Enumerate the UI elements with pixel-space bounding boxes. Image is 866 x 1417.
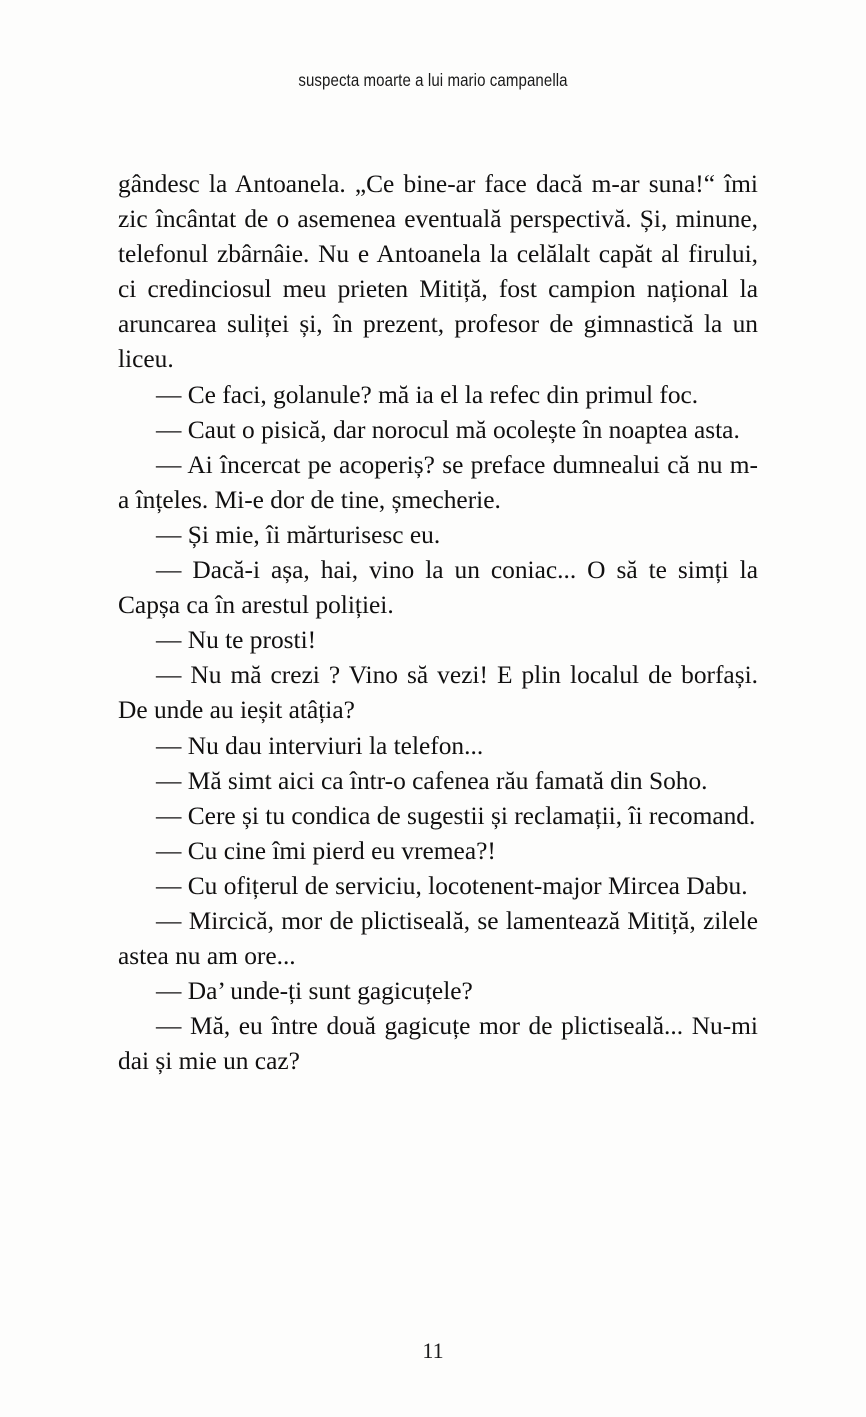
paragraph: — Cu ofițerul de serviciu, locotenent-major Mircea Dabu. — [156, 871, 748, 900]
running-head: suspecta moarte a lui mario campanella — [298, 70, 568, 90]
paragraph: — Nu dau interviuri la telefon... — [156, 731, 484, 760]
paragraph: — Dacă-i așa, hai, vino la un coniac... O să te simți la Capșa ca în arestul poliției. — [118, 556, 758, 620]
paragraph: — Ce faci, golanule? mă ia el la refec din primul foc. — [156, 380, 699, 409]
paragraph: — Nu mă crezi ? Vino să vezi! E plin localul de borfași. De unde au ieșit atâția? — [118, 661, 758, 725]
paragraph: — Caut o pisică, dar norocul mă ocolește în noaptea asta. — [156, 415, 740, 444]
paragraph: — Mă simt aici ca într-o cafenea rău famată din Soho. — [156, 766, 708, 795]
paragraph: — Și mie, îi mărturisesc eu. — [156, 520, 441, 549]
paragraph: — Cu cine îmi pierd eu vremea?! — [156, 836, 496, 865]
page-number: 11 — [422, 1338, 444, 1363]
paragraph: — Mircică, mor de plictiseală, se lamentează Mitiță, zilele astea nu am ore... — [118, 906, 758, 971]
body-text-block — [118, 167, 758, 1079]
paragraph: — Mă, eu între două gagicuțe mor de plictiseală... Nu-mi dai și mie un caz? — [118, 1012, 758, 1076]
paragraph: — Cere și tu condica de sugestii și reclamații, îi recomand. — [156, 801, 756, 830]
paragraph: — Ai încercat pe acoperiș? se preface dumnealui că nu m-a înțeles. Mi-e dor de tine, șmecherie. — [118, 450, 758, 514]
paragraph: — Da’ unde-ți sunt gagicuțele? — [156, 977, 473, 1006]
paragraph: — Nu te prosti! — [156, 626, 317, 655]
paragraph: gândesc la Antoanela. „Ce bine-ar face dacă m-ar suna!“ îmi zic încântat de o asemenea eventuală perspectivă. Și, minune, telefonul zbârnâie. Nu e Antoanela la celălalt capăt al firului, ci credinciosul meu prieten Mitiță, fost campion național la aruncarea suliței și, în prezent, profesor de gimnastică la un liceu. — [118, 170, 758, 374]
